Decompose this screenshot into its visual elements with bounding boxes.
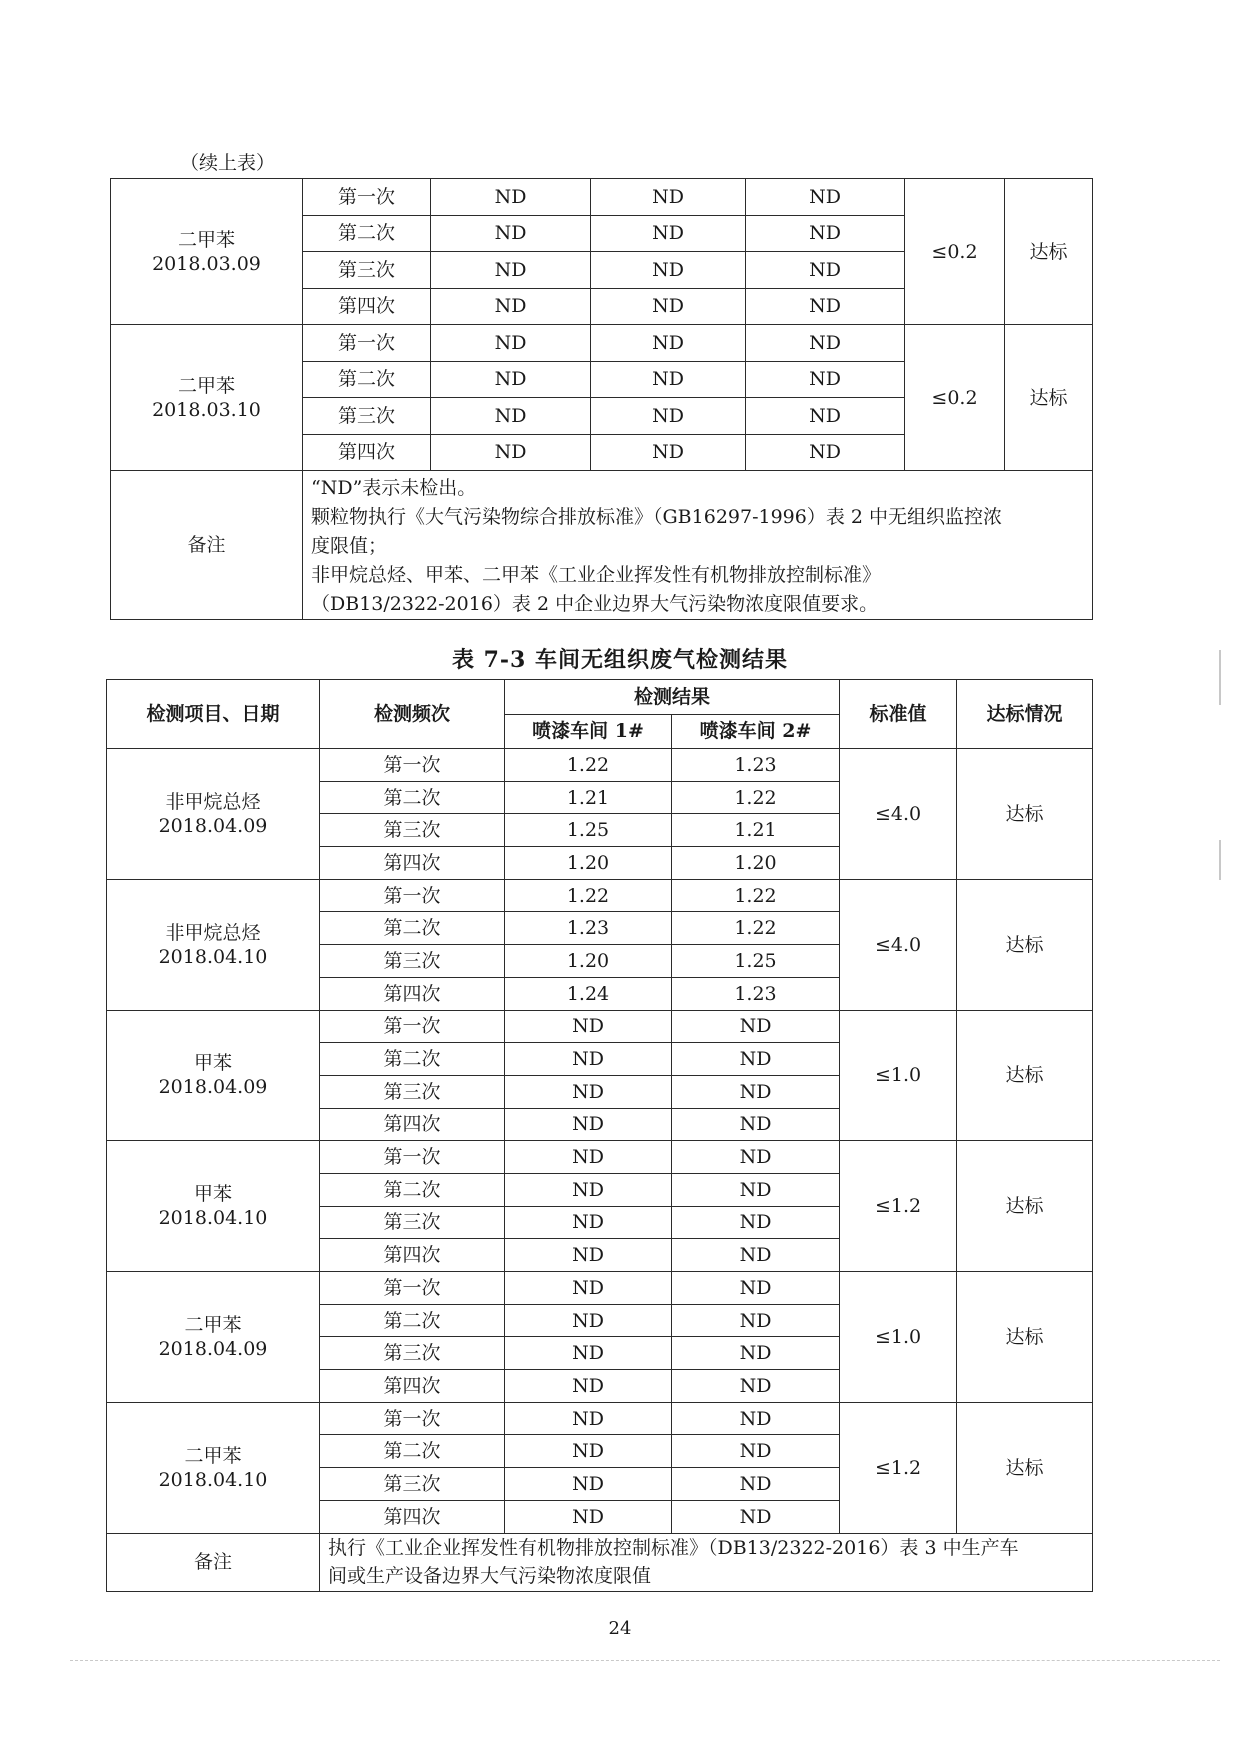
- result-cell: ND: [746, 398, 905, 435]
- note-line: 间或生产设备边界大气污染物浓度限值: [328, 1565, 652, 1587]
- status-cell: 达标: [1005, 325, 1093, 471]
- result-cell: 1.20: [505, 847, 672, 880]
- frequency-cell: 第四次: [320, 977, 505, 1010]
- frequency-cell: 第三次: [320, 1468, 505, 1501]
- result-cell: ND: [505, 1468, 672, 1501]
- result-cell: 1.23: [505, 912, 672, 945]
- result-cell: ND: [505, 1272, 672, 1305]
- result-cell: 1.22: [672, 912, 840, 945]
- frequency-cell: 第四次: [320, 1370, 505, 1403]
- scan-edge-mark: [1219, 650, 1221, 705]
- item-date: 2018.03.10: [152, 398, 261, 421]
- item-date: 2018.04.10: [158, 1207, 268, 1230]
- result-cell: ND: [672, 1141, 840, 1174]
- table-row: [111, 325, 1093, 362]
- item-date: 2018.04.09: [158, 1337, 268, 1360]
- frequency-cell: 第四次: [320, 1239, 505, 1272]
- standard-cell: ≤0.2: [905, 325, 1005, 471]
- result-cell: ND: [672, 1435, 840, 1468]
- item-date: 2018.03.09: [152, 252, 261, 275]
- frequency-cell: 第一次: [320, 1141, 505, 1174]
- note-label: 备注: [111, 471, 303, 620]
- item-date-cell: [107, 749, 320, 880]
- frequency-cell: 第二次: [320, 1435, 505, 1468]
- result-cell: ND: [505, 1500, 672, 1533]
- frequency-cell: 第二次: [303, 215, 431, 252]
- header-item-date: 检测项目、日期: [107, 680, 320, 749]
- result-cell: ND: [505, 1239, 672, 1272]
- monitoring-table-continued: [110, 178, 1093, 620]
- workshop-emission-table: [106, 679, 1093, 1592]
- result-cell: ND: [505, 1173, 672, 1206]
- result-cell: ND: [746, 325, 905, 362]
- frequency-cell: 第四次: [303, 288, 431, 325]
- frequency-cell: 第一次: [320, 879, 505, 912]
- result-cell: ND: [505, 1402, 672, 1435]
- result-cell: ND: [591, 434, 746, 471]
- result-cell: ND: [505, 1010, 672, 1043]
- standard-cell: ≤1.0: [840, 1272, 957, 1403]
- item-date: 2018.04.10: [158, 1468, 268, 1491]
- note-line: （DB13/2322-2016）表 2 中企业边界大气污染物浓度限值要求。: [311, 593, 879, 615]
- item-date-cell: [107, 879, 320, 1010]
- header-results: 检测结果: [505, 680, 840, 715]
- frequency-cell: 第四次: [303, 434, 431, 471]
- status-cell: 达标: [957, 879, 1093, 1010]
- result-cell: ND: [431, 215, 591, 252]
- frequency-cell: 第一次: [303, 179, 431, 216]
- status-cell: 达标: [957, 1141, 1093, 1272]
- item-name: 二甲苯: [184, 1313, 242, 1336]
- item-name: 二甲苯: [177, 228, 235, 251]
- item-date-cell: [111, 179, 303, 325]
- frequency-cell: 第二次: [303, 361, 431, 398]
- result-cell: ND: [591, 288, 746, 325]
- result-cell: 1.20: [672, 847, 840, 880]
- result-cell: ND: [672, 1075, 840, 1108]
- note-line: 执行《工业企业挥发性有机物排放控制标准》（DB13/2322-2016）表 3 中生产车: [328, 1537, 1019, 1559]
- item-name: 非甲烷总烃: [165, 790, 261, 813]
- result-cell: 1.22: [672, 781, 840, 814]
- scan-artifact-line: [70, 1660, 1220, 1661]
- result-cell: 1.22: [505, 879, 672, 912]
- result-cell: 1.24: [505, 977, 672, 1010]
- standard-cell: ≤4.0: [840, 749, 957, 880]
- table-row: [107, 1141, 1093, 1174]
- result-cell: ND: [431, 398, 591, 435]
- item-name: 二甲苯: [177, 374, 235, 397]
- result-cell: ND: [505, 1141, 672, 1174]
- standard-cell: ≤1.2: [840, 1141, 957, 1272]
- table-row: [107, 1402, 1093, 1435]
- frequency-cell: 第一次: [320, 749, 505, 782]
- table-row: [107, 749, 1093, 782]
- result-cell: ND: [505, 1075, 672, 1108]
- result-cell: ND: [591, 252, 746, 289]
- result-cell: 1.23: [672, 749, 840, 782]
- note-line: 非甲烷总烃、甲苯、二甲苯《工业企业挥发性有机物排放控制标准》: [311, 564, 882, 586]
- frequency-cell: 第三次: [303, 252, 431, 289]
- frequency-cell: 第二次: [320, 1173, 505, 1206]
- result-cell: ND: [431, 252, 591, 289]
- result-cell: 1.21: [672, 814, 840, 847]
- item-name: 二甲苯: [184, 1444, 242, 1467]
- result-cell: 1.21: [505, 781, 672, 814]
- result-cell: ND: [431, 179, 591, 216]
- item-date-cell: [107, 1141, 320, 1272]
- note-text: [320, 1533, 1093, 1591]
- item-date: 2018.04.09: [158, 1076, 268, 1099]
- header-location-1: 喷漆车间 1#: [505, 714, 672, 749]
- result-cell: ND: [746, 434, 905, 471]
- result-cell: ND: [505, 1043, 672, 1076]
- result-cell: ND: [431, 325, 591, 362]
- table-row: [107, 879, 1093, 912]
- result-cell: 1.25: [672, 945, 840, 978]
- table-row: [107, 1010, 1093, 1043]
- result-cell: 1.25: [505, 814, 672, 847]
- frequency-cell: 第一次: [303, 325, 431, 362]
- header-frequency: 检测频次: [320, 680, 505, 749]
- item-name: 非甲烷总烃: [165, 921, 261, 944]
- result-cell: ND: [746, 361, 905, 398]
- scan-edge-mark: [1219, 840, 1221, 880]
- result-cell: ND: [672, 1337, 840, 1370]
- item-date-cell: [107, 1010, 320, 1141]
- frequency-cell: 第四次: [320, 1108, 505, 1141]
- frequency-cell: 第三次: [320, 945, 505, 978]
- result-cell: ND: [672, 1468, 840, 1501]
- frequency-cell: 第二次: [320, 1304, 505, 1337]
- result-cell: 1.23: [672, 977, 840, 1010]
- item-name: 甲苯: [193, 1183, 232, 1206]
- result-cell: ND: [672, 1010, 840, 1043]
- status-cell: 达标: [957, 749, 1093, 880]
- standard-cell: ≤1.2: [840, 1402, 957, 1533]
- result-cell: ND: [431, 361, 591, 398]
- frequency-cell: 第四次: [320, 847, 505, 880]
- frequency-cell: 第二次: [320, 781, 505, 814]
- result-cell: ND: [505, 1435, 672, 1468]
- status-cell: 达标: [957, 1272, 1093, 1403]
- result-cell: ND: [505, 1206, 672, 1239]
- status-cell: 达标: [1005, 179, 1093, 325]
- result-cell: ND: [591, 398, 746, 435]
- result-cell: ND: [672, 1272, 840, 1305]
- result-cell: ND: [746, 252, 905, 289]
- result-cell: ND: [672, 1304, 840, 1337]
- continuation-label: （续上表）: [180, 152, 276, 174]
- result-cell: ND: [505, 1370, 672, 1403]
- result-cell: ND: [591, 361, 746, 398]
- result-cell: 1.22: [672, 879, 840, 912]
- result-cell: ND: [505, 1304, 672, 1337]
- table-caption: 表 7-3 车间无组织废气检测结果: [451, 647, 789, 673]
- header-status: 达标情况: [957, 680, 1093, 749]
- table-row: [111, 179, 1093, 216]
- note-row: [107, 1533, 1093, 1591]
- result-cell: ND: [505, 1337, 672, 1370]
- standard-cell: ≤4.0: [840, 879, 957, 1010]
- header-standard: 标准值: [840, 680, 957, 749]
- result-cell: ND: [672, 1108, 840, 1141]
- result-cell: ND: [672, 1239, 840, 1272]
- result-cell: ND: [672, 1370, 840, 1403]
- item-date-cell: [107, 1272, 320, 1403]
- item-date: 2018.04.09: [158, 814, 268, 837]
- frequency-cell: 第一次: [320, 1402, 505, 1435]
- result-cell: 1.22: [505, 749, 672, 782]
- frequency-cell: 第四次: [320, 1500, 505, 1533]
- item-date-cell: [111, 325, 303, 471]
- note-label: 备注: [107, 1533, 320, 1591]
- result-cell: ND: [672, 1173, 840, 1206]
- note-line: 颗粒物执行《大气污染物综合排放标准》（GB16297-1996）表 2 中无组织监控浓: [311, 506, 1003, 528]
- result-cell: ND: [672, 1206, 840, 1239]
- frequency-cell: 第三次: [320, 1206, 505, 1239]
- status-cell: 达标: [957, 1010, 1093, 1141]
- result-cell: ND: [591, 215, 746, 252]
- page-number: 24: [608, 1618, 632, 1639]
- note-line: 度限值；: [311, 535, 388, 557]
- result-cell: ND: [431, 434, 591, 471]
- standard-cell: ≤1.0: [840, 1010, 957, 1141]
- result-cell: ND: [672, 1043, 840, 1076]
- frequency-cell: 第三次: [320, 1075, 505, 1108]
- result-cell: 1.20: [505, 945, 672, 978]
- result-cell: ND: [746, 288, 905, 325]
- table-row: [107, 1272, 1093, 1305]
- result-cell: ND: [746, 179, 905, 216]
- frequency-cell: 第二次: [320, 1043, 505, 1076]
- item-date: 2018.04.10: [158, 945, 268, 968]
- result-cell: ND: [591, 179, 746, 216]
- note-text: [303, 471, 1093, 620]
- note-row: [111, 471, 1093, 620]
- frequency-cell: 第三次: [303, 398, 431, 435]
- frequency-cell: 第三次: [320, 1337, 505, 1370]
- result-cell: ND: [591, 325, 746, 362]
- result-cell: ND: [672, 1500, 840, 1533]
- note-line: “ND”表示未检出。: [311, 477, 477, 499]
- header-location-2: 喷漆车间 2#: [672, 714, 840, 749]
- result-cell: ND: [431, 288, 591, 325]
- frequency-cell: 第二次: [320, 912, 505, 945]
- status-cell: 达标: [957, 1402, 1093, 1533]
- frequency-cell: 第三次: [320, 814, 505, 847]
- frequency-cell: 第一次: [320, 1010, 505, 1043]
- frequency-cell: 第一次: [320, 1272, 505, 1305]
- result-cell: ND: [672, 1402, 840, 1435]
- result-cell: ND: [505, 1108, 672, 1141]
- item-name: 甲苯: [193, 1052, 232, 1075]
- standard-cell: ≤0.2: [905, 179, 1005, 325]
- item-date-cell: [107, 1402, 320, 1533]
- result-cell: ND: [746, 215, 905, 252]
